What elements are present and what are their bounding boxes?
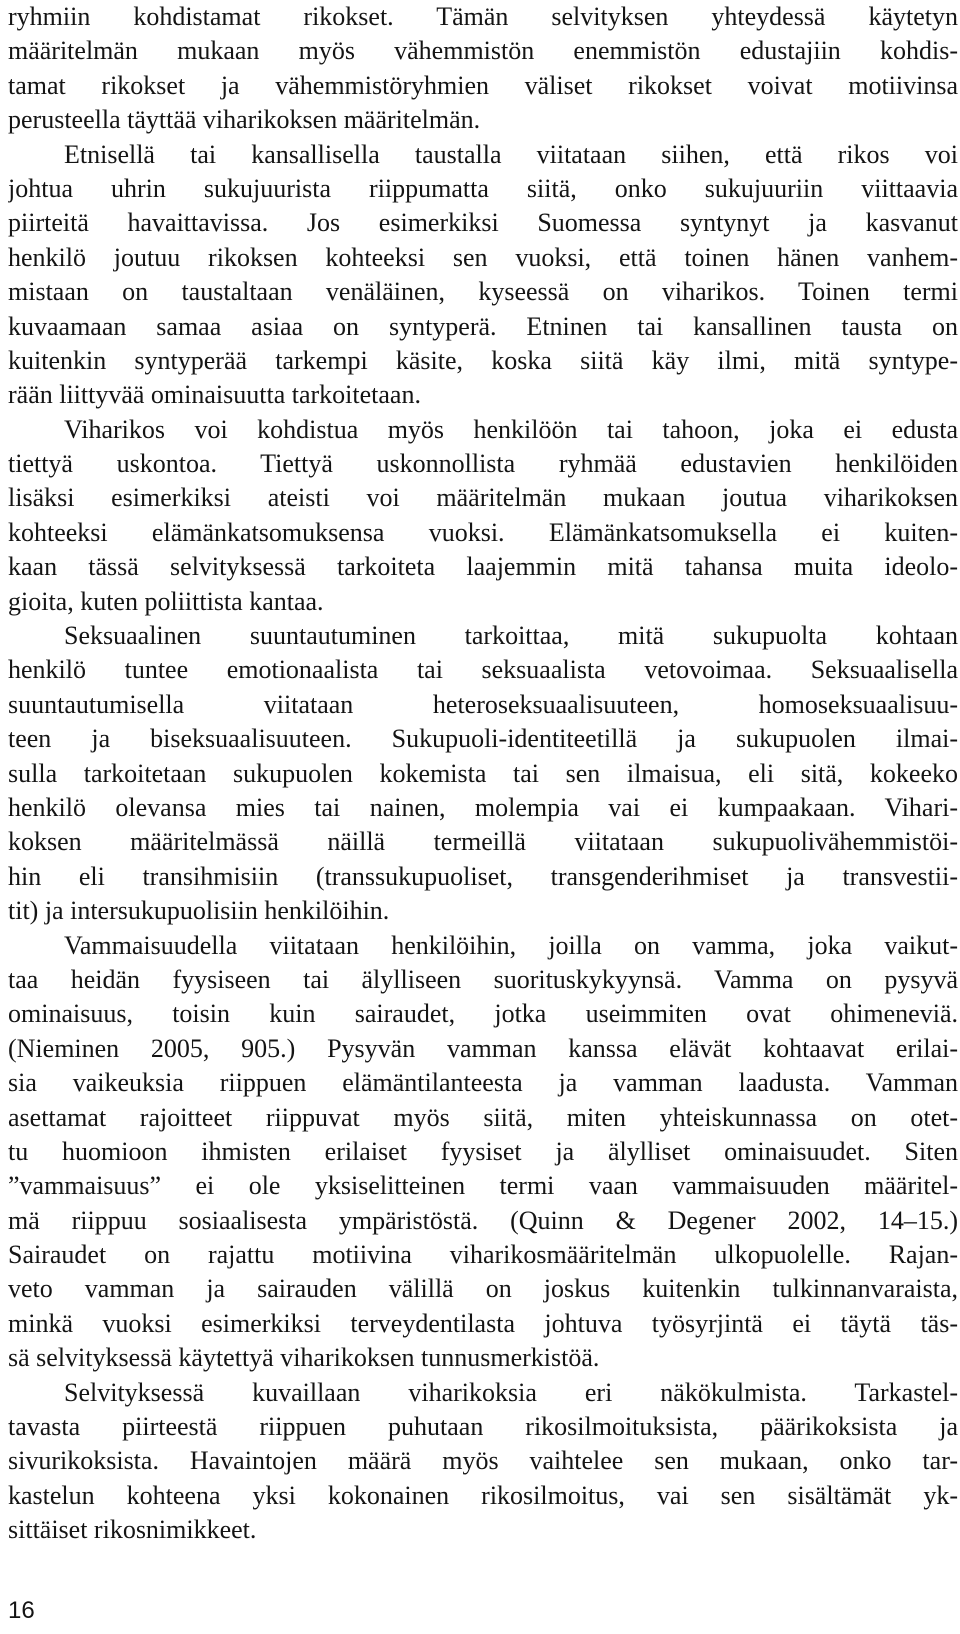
text-line: kastelun kohteena yksi kokonainen rikosilmoitus, vai sen sisältämät yk- xyxy=(8,1480,958,1510)
text-line: tu huomioon ihmisten erilaiset fyysiset ja älylliset ominaisuudet. Siten xyxy=(8,1136,958,1166)
text-line: sulla tarkoitetaan sukupuolen kokemista tai sen ilmaisua, eli sitä, kokeeko xyxy=(8,758,958,788)
text-line: veto vamman ja sairauden välillä on joskus kuitenkin tulkinnanvaraista, xyxy=(8,1274,958,1304)
text-line: ”vammaisuus” ei ole yksiselitteinen termi vaan vammaisuuden määritel- xyxy=(8,1171,958,1201)
paragraph xyxy=(8,619,958,929)
text-line: ominaisuus, toisin kuin sairaudet, jotka useimmiten ovat ohimeneviä. xyxy=(8,999,958,1029)
text-line: Etnisellä tai kansallisella taustalla viitataan siihen, että rikos voi xyxy=(64,139,958,169)
paragraph xyxy=(8,929,958,1376)
text-line: henkilö tuntee emotionaalista tai seksuaalista vetovoimaa. Seksuaalisella xyxy=(8,655,958,685)
text-line: Viharikos voi kohdistua myös henkilöön tai tahoon, joka ei edusta xyxy=(64,414,958,444)
text-line: henkilö joutuu rikoksen kohteeksi sen vuoksi, että toinen hänen vanhem- xyxy=(8,242,958,272)
text-line: minkä vuoksi esimerkiksi terveydentilasta johtuva työsyrjintä ei täytä täs- xyxy=(8,1308,958,1338)
text-line: taa heidän fyysiseen tai älylliseen suorituskykyynsä. Vamma on pysyvä xyxy=(8,964,958,994)
text-line: hin eli transihmisiin (transsukupuoliset, transgenderihmiset ja transvestii- xyxy=(8,861,958,891)
paragraph xyxy=(8,413,958,619)
text-line: mä riippuu sosiaalisesta ympäristöstä. (Quinn & Degener 2002, 14–15.) xyxy=(8,1205,958,1235)
text-line: kuitenkin syntyperää tarkempi käsite, koska siitä käy ilmi, mitä syntype- xyxy=(8,345,958,375)
text-line: tit) ja intersukupuolisiin henkilöihin. xyxy=(8,896,390,926)
text-line: sivurikoksista. Havaintojen määrä myös vaihtelee sen mukaan, onko tar- xyxy=(8,1446,958,1476)
text-line: (Nieminen 2005, 905.) Pysyvän vamman kanssa elävät kohtaavat erilai- xyxy=(8,1033,958,1063)
text-line: teen ja biseksuaalisuuteen. Sukupuoli-identiteetillä ja sukupuolen ilmai- xyxy=(8,724,958,754)
text-line: tavasta piirteestä riippuen puhutaan rikosilmoituksista, päärikoksista ja xyxy=(8,1412,958,1442)
page-number: 16 xyxy=(8,1597,35,1624)
text-line: asettamat rajoitteet riippuvat myös siitä, miten yhteiskunnassa on otet- xyxy=(8,1102,958,1132)
text-line: rään liittyvää ominaisuutta tarkoitetaan. xyxy=(8,380,421,410)
text-line: johtua uhrin sukujuurista riippumatta siitä, onko sukujuuriin viittaavia xyxy=(8,173,958,203)
paragraph xyxy=(8,1376,958,1548)
text-line: suuntautumisella viitataan heteroseksuaalisuuteen, homoseksuaalisuu- xyxy=(8,689,958,719)
text-line: ryhmiin kohdistamat rikokset. Tämän selvityksen yhteydessä käytetyn xyxy=(8,2,958,31)
paragraph xyxy=(8,0,958,138)
text-line: kuvaamaan samaa asiaa on syntyperä. Etninen tai kansallinen tausta on xyxy=(8,311,958,341)
paragraph xyxy=(8,138,958,413)
text-line: kohteeksi elämänkatsomuksensa vuoksi. Elämänkatsomuksella ei kuiten- xyxy=(8,517,958,547)
text-line: määritelmän mukaan myös vähemmistön enemmistön edustajiin kohdis- xyxy=(8,36,958,66)
text-line: tamat rikokset ja vähemmistöryhmien väliset rikokset voivat motiivinsa xyxy=(8,70,958,100)
text-line: Selvityksessä kuvaillaan viharikoksia eri näkökulmista. Tarkastel- xyxy=(64,1377,958,1407)
text-line: mistaan on taustaltaan venäläinen, kyseessä on viharikos. Toinen termi xyxy=(8,277,958,307)
text-line: tiettyä uskontoa. Tiettyä uskonnollista ryhmää edustavien henkilöiden xyxy=(8,449,958,479)
text-line: Sairaudet on rajattu motiivina viharikosmääritelmän ulkopuolelle. Rajan- xyxy=(8,1240,958,1270)
text-line: sä selvityksessä käytettyä viharikoksen tunnusmerkistöä. xyxy=(8,1343,600,1373)
text-line: koksen määritelmässä näillä termeillä viitataan sukupuolivähemmistöi- xyxy=(8,827,958,857)
text-line: gioita, kuten poliittista kantaa. xyxy=(8,586,324,616)
text-line: perusteella täyttää viharikoksen määritelmän. xyxy=(8,105,481,135)
text-line: sia vaikeuksia riippuen elämäntilanteesta ja vamman laadusta. Vamman xyxy=(8,1068,958,1098)
text-line: piirteitä havaittavissa. Jos esimerkiksi Suomessa syntynyt ja kasvanut xyxy=(8,208,958,238)
document-page xyxy=(8,0,958,1548)
text-line: sittäiset rikosnimikkeet. xyxy=(8,1515,257,1545)
text-line: kaan tässä selvityksessä tarkoiteta laajemmin mitä tahansa muita ideolo- xyxy=(8,552,958,582)
text-line: lisäksi esimerkiksi ateisti voi määritelmän mukaan joutua viharikoksen xyxy=(8,483,958,513)
text-line: Vammaisuudella viitataan henkilöihin, joilla on vamma, joka vaikut- xyxy=(64,930,958,960)
text-line: Seksuaalinen suuntautuminen tarkoittaa, mitä sukupuolta kohtaan xyxy=(64,621,958,651)
text-line: henkilö olevansa mies tai nainen, molempia vai ei kumpaakaan. Vihari- xyxy=(8,792,958,822)
